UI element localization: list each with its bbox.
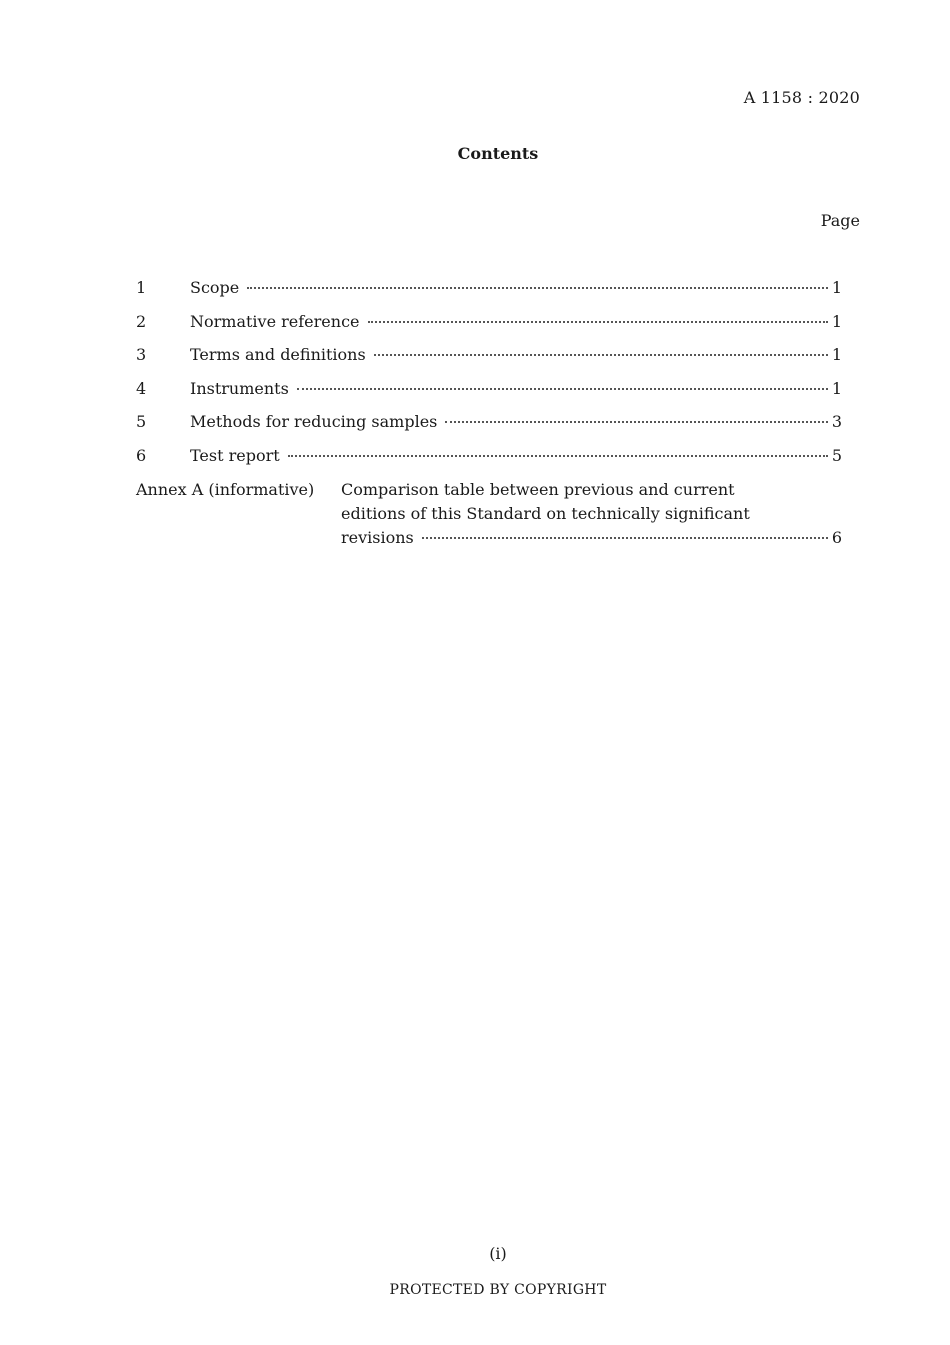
toc-entry-number: 5: [136, 412, 147, 431]
dot-leader: [368, 321, 828, 323]
toc-entry-title[interactable]: Methods for reducing samples: [190, 412, 438, 431]
dot-leader: [374, 354, 828, 356]
document-number: A 1158 : 2020: [743, 88, 860, 107]
toc-entry-title[interactable]: Normative reference: [190, 311, 360, 331]
toc-entry-title[interactable]: Terms and definitions: [190, 345, 366, 364]
dot-leader: [247, 287, 828, 289]
table-of-contents: [136, 277, 842, 478]
toc-entry-page: 1: [831, 378, 842, 398]
page-title: Contents: [457, 144, 539, 163]
dot-leader: [445, 421, 827, 423]
toc-entry-number: 4: [136, 378, 147, 398]
toc-entry-terms-and-definitions[interactable]: [136, 344, 842, 378]
toc-entry-page: 5: [831, 445, 842, 465]
annex-title[interactable]: [341, 478, 842, 550]
toc-entry-page: 6: [831, 528, 842, 547]
copyright-notice: PROTECTED BY COPYRIGHT: [389, 1282, 607, 1298]
annex-title-line: revisions: [341, 528, 414, 547]
page-column-label: Page: [820, 211, 860, 230]
annex-title-line: editions of this Standard on technically significant: [341, 504, 750, 523]
dot-leader: [288, 455, 828, 457]
toc-entry-test-report[interactable]: [136, 445, 842, 479]
toc-entry-title[interactable]: Test report: [190, 445, 280, 465]
annex-label: Annex A (informative): [136, 480, 315, 499]
toc-entry-number: 6: [136, 445, 147, 465]
toc-entry-number: 3: [136, 345, 147, 364]
dot-leader: [297, 388, 828, 390]
toc-entry-normative-reference[interactable]: [136, 311, 842, 345]
toc-entry-page: 1: [831, 311, 842, 331]
page-number: (i): [489, 1244, 507, 1263]
toc-entry-methods-for-reducing-samples[interactable]: [136, 411, 842, 445]
toc-entry-instruments[interactable]: [136, 378, 842, 412]
toc-entry-title[interactable]: Instruments: [190, 378, 289, 398]
toc-entry-scope[interactable]: [136, 277, 842, 311]
toc-entry-annex-a[interactable]: [136, 478, 842, 550]
toc-entry-page: 3: [831, 412, 842, 431]
toc-entry-number: 2: [136, 311, 147, 331]
annex-title-line: Comparison table between previous and current: [341, 480, 735, 499]
toc-entry-number: 1: [136, 278, 147, 297]
toc-entry-title[interactable]: Scope: [190, 278, 240, 297]
dot-leader: [422, 537, 828, 539]
toc-entry-page: 1: [831, 345, 842, 364]
toc-entry-page: 1: [831, 278, 842, 297]
